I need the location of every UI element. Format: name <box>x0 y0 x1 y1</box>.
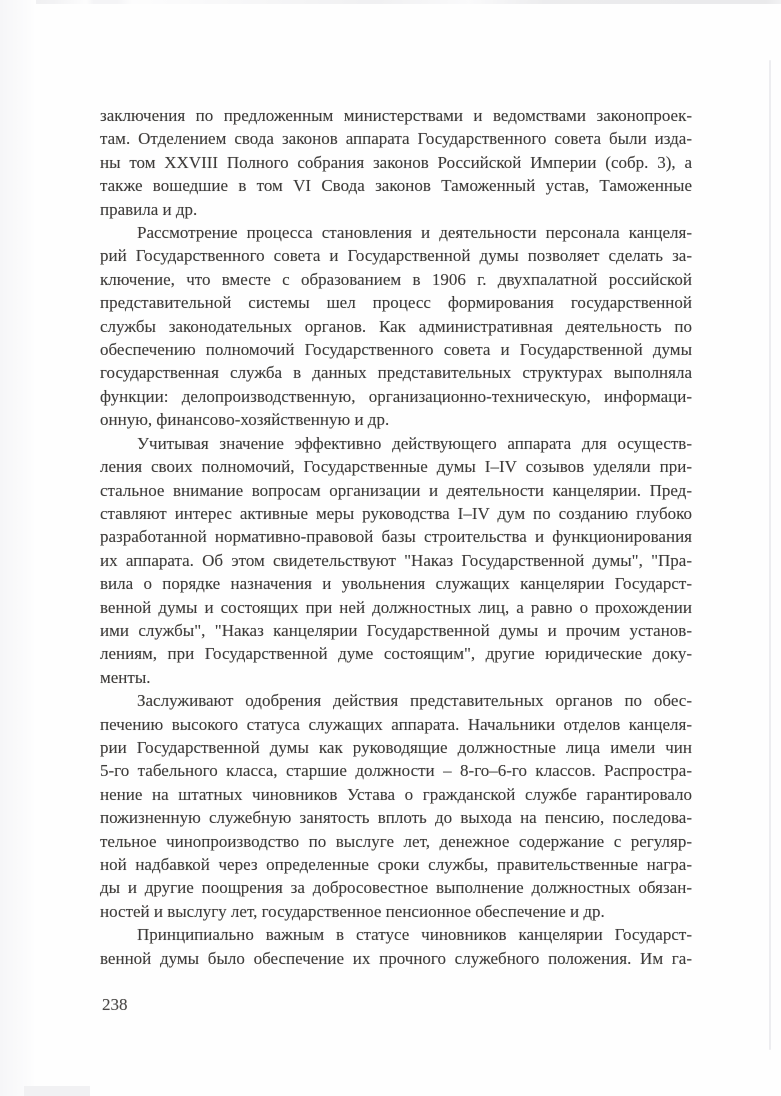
text-line: менты. <box>100 667 151 687</box>
text-line: Принципиально важным в статусе чиновников канцелярии Государст- <box>137 925 692 945</box>
scan-edge-top-artifact <box>0 0 781 4</box>
text-line: тельное чинопроизводство по выслуге лет, денежное содержание с регуляр- <box>100 831 692 851</box>
scan-edge-right-artifact <box>769 60 771 1050</box>
text-line: ключение, что вместе с образованием в 1906 г. двухпалатной российской <box>100 269 692 289</box>
text-line: обеспечению полномочий Государственного совета и Государственной думы <box>100 340 692 360</box>
text-line: ны том XXVIII Полного собрания законов Российской Империи (собр. 3), а <box>100 152 692 172</box>
paragraph <box>100 221 692 432</box>
text-line: ды и другие поощрения за добросовестное выполнение должностных обязан- <box>100 878 692 898</box>
paragraph <box>100 104 692 221</box>
text-line: вила о порядке назначения и увольнения служащих канцелярии Государст- <box>100 574 692 594</box>
scan-edge-left-artifact <box>0 0 36 1096</box>
text-line: правила и др. <box>100 199 198 219</box>
text-line: рии Государственной думы как руководящие должностные лица имели чин <box>100 737 692 757</box>
text-line: венной думы было обеспечение их прочного служебного положения. Им га- <box>100 948 692 968</box>
text-line: функции: делопроизводственную, организационно-техническую, информаци- <box>100 386 692 406</box>
text-line: Заслуживают одобрения действия представительных органов по обес- <box>137 691 692 711</box>
text-line: ими службы", "Наказ канцелярии Государственной думы и прочим установ- <box>100 620 692 640</box>
text-line: заключения по предложенным министерствами и ведомствами законопроек- <box>100 106 692 125</box>
paragraph <box>100 923 692 970</box>
text-line: ления своих полномочий, Государственные думы I–IV созывов уделяли при- <box>100 457 692 477</box>
text-line: ставляют интерес активные меры руководства I–IV дум по созданию глубоко <box>100 503 692 523</box>
text-line: рий Государственного совета и Государственной думы позволяет сделать за- <box>100 246 692 266</box>
text-line: разработанной нормативно-правовой базы строительства и функционирования <box>100 527 692 547</box>
text-line: службы законодательных органов. Как административная деятельность по <box>100 316 692 336</box>
text-line: венной думы и состоящих при ней должностных лиц, а равно о прохождении <box>100 597 692 617</box>
text-line: их аппарата. Об этом свидетельствуют "Наказ Государственной думы", "Пра- <box>100 550 692 570</box>
paragraph <box>100 432 692 689</box>
text-line: лениям, при Государственной думе состоящим", другие юридические доку- <box>100 644 692 664</box>
paragraph <box>100 689 692 923</box>
page-number: 238 <box>102 995 128 1014</box>
text-line: пожизненную служебную занятость вплоть до выхода на пенсию, последова- <box>100 808 692 828</box>
text-line: государственная служба в данных представительных структурах выполняла <box>100 363 692 383</box>
text-line: представительной системы шел процесс формирования государственной <box>100 293 692 313</box>
scan-blot-artifact <box>24 1086 90 1096</box>
text-line: Рассмотрение процесса становления и деятельности персонала канцеля- <box>137 223 692 243</box>
text-line: ностей и выслугу лет, государственное пенсионное обеспечение и др. <box>100 901 605 921</box>
text-line: нение на штатных чиновников Устава о гражданской службе гарантировало <box>100 784 692 804</box>
text-line: онную, финансово-хозяйственную и др. <box>100 410 390 430</box>
text-line: ной надбавкой через определенные сроки службы, правительственные награ- <box>100 855 692 874</box>
text-line: также вошедшие в том VI Свода законов Таможенный устав, Таможенные <box>100 176 692 196</box>
text-line: 5-го табельного класса, старшие должности – 8-го–6-го классов. Распростра- <box>100 761 692 781</box>
text-line: стальное внимание вопросам организации и деятельности канцелярии. Пред- <box>100 480 692 500</box>
text-block <box>100 104 692 970</box>
text-line: Учитывая значение эффективно действующего аппарата для осуществ- <box>137 433 692 453</box>
text-line: печению высокого статуса служащих аппарата. Начальники отделов канцеля- <box>100 714 692 734</box>
text-line: там. Отделением свода законов аппарата Государственного совета были изда- <box>100 129 692 149</box>
